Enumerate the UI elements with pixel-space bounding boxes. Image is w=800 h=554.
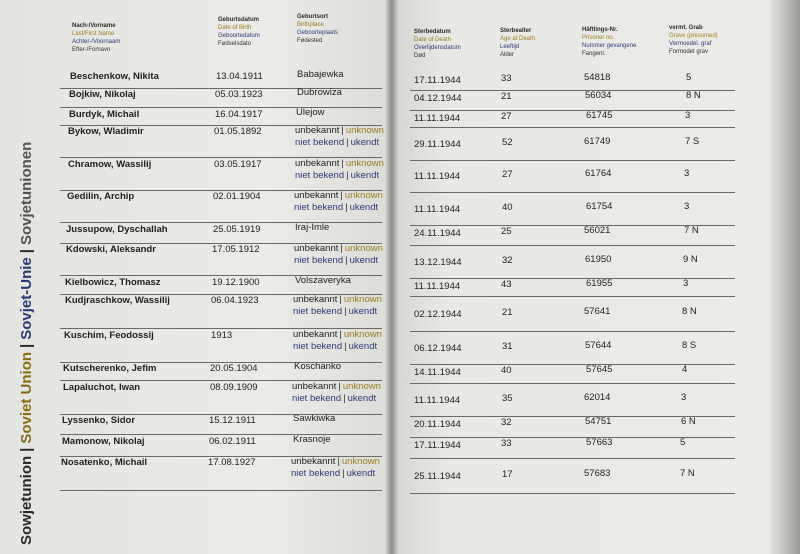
age-at-death: 33 [501,438,512,449]
prisoner-number: 61955 [586,278,613,289]
unknown-separator: | [342,468,345,479]
grave-location: 3 [685,110,691,121]
table-row [0,190,800,223]
person-name: Mamonow, Nikolaj [62,436,145,447]
unknown-nl: niet bekend [291,468,341,479]
birth-date: 15.12.1911 [209,415,256,426]
unknown-nl-dk [294,255,383,267]
unknown-en: unknown [341,456,380,467]
grave-location: 8 N [686,90,701,101]
unknown-nl-dk [294,202,383,214]
table-row [0,88,800,108]
age-at-death: 40 [501,365,512,376]
birth-date: 17.08.1927 [208,457,256,468]
unknown-separator: | [341,125,344,136]
unknown-en: unknown [344,243,383,254]
grave-location: 5 [680,437,686,448]
grave-location: 7 S [685,136,700,147]
unknown-dk: ukendt [349,255,379,266]
birth-date: 03.05.1917 [214,159,262,170]
grave-location: 8 S [682,340,697,351]
person-name: Lyssenko, Sidor [62,415,136,426]
title-separator: | [18,447,35,452]
unknown-nl-dk [293,306,382,318]
birthplace-unknown [295,158,384,182]
prisoner-number: 57641 [584,306,611,317]
death-date: 02.12.1944 [414,309,462,320]
title-separator: | [18,343,35,348]
unknown-nl: niet bekend [293,306,343,317]
unknown-de-en [295,158,384,170]
unknown-separator: | [337,456,340,467]
birth-date: 13.04.1911 [216,71,263,82]
birthplace-unknown [293,329,382,353]
unknown-en: unknown [342,381,381,392]
birth-date: 17.05.1912 [212,244,260,255]
unknown-separator: | [340,190,343,201]
grave-location: 3 [681,392,687,403]
age-at-death: 21 [502,307,513,318]
prisoner-number: 54818 [584,72,611,83]
person-name: Kutscherenko, Jefim [63,363,157,374]
prisoner-number: 61950 [585,254,612,265]
birthplace: Iraj-Imle [295,222,330,233]
title-danish: Sovjetunionen [18,141,35,246]
person-name: Beschenkow, Nikita [70,71,159,82]
age-at-death: 33 [501,73,512,84]
death-date: 11.11.1944 [414,113,461,124]
age-at-death: 35 [502,393,513,404]
unknown-separator: | [346,170,349,181]
table-row [0,158,800,190]
unknown-de-en [293,294,382,306]
unknown-en: unknown [345,125,384,136]
age-at-death: 40 [502,202,513,213]
header-name: Nach-/Vorname Last/First Name Achter-/Voornaam Efter-/Fornavn [72,23,121,53]
prisoner-number: 57645 [586,364,613,375]
birthplace: Volszaveryka [295,275,351,286]
unknown-dk: ukendt [350,137,380,148]
death-date: 17.11.1944 [414,440,461,451]
header-birth-place: Geburtsort Birthplace Geboorteplaats Fødested [297,14,339,44]
prisoner-number: 57663 [586,437,613,448]
birth-date: 06.02.1911 [209,436,256,447]
unknown-nl-dk [292,393,381,405]
person-name: Jussupow, Dyschallah [66,224,168,235]
age-at-death: 52 [502,137,513,148]
birth-date: 05.03.1923 [215,89,263,100]
unknown-separator: | [344,341,347,352]
title-english: Soviet Union [18,351,35,444]
age-at-death: 32 [501,417,512,428]
unknown-en: unknown [343,329,382,340]
table-row [0,243,800,276]
table-row [0,381,800,414]
unknown-nl-dk [295,170,384,182]
prisoner-number: 57683 [584,468,611,479]
birthplace-unknown [293,294,382,318]
title-dutch: Sovjet-Unie [18,257,35,340]
birthplace: Koschanko [294,361,342,372]
age-at-death: 17 [502,469,513,480]
age-at-death: 27 [501,111,512,122]
age-at-death: 21 [501,91,512,102]
grave-location: 3 [683,278,689,289]
unknown-separator: | [340,243,343,254]
prisoner-number: 54751 [585,416,612,427]
death-date: 24.11.1944 [414,228,461,239]
header-death-date: Sterbedatum Date of Death Overlijdensdatum Død [414,29,461,59]
table-row [0,223,800,243]
birth-date: 1913 [211,330,233,341]
header-grave: vermt. Grab Grave (presumed) Vermoedel. graf Formodet grav [669,25,718,55]
unknown-dk: ukendt [347,393,377,404]
death-date: 04.12.1944 [414,93,462,104]
death-date: 06.12.1944 [414,343,462,354]
unknown-nl-dk [291,468,380,480]
table-row [0,294,800,329]
unknown-de: unbekannt [294,190,339,201]
death-date: 14.11.1944 [414,367,461,378]
unknown-de-en [291,456,380,468]
row-rule-left [60,490,382,491]
age-at-death: 25 [501,226,512,237]
person-name: Kudjraschkow, Wassilij [65,295,170,306]
unknown-nl-dk [293,341,382,353]
person-name: Nosatenko, Michail [61,457,148,468]
table-row [0,329,800,362]
birthplace-unknown [294,243,383,267]
unknown-nl: niet bekend [295,137,345,148]
unknown-dk: ukendt [348,306,378,317]
unknown-de-en [295,125,384,137]
grave-location: 4 [682,364,688,375]
person-name: Kielbowicz, Thomasz [65,277,161,288]
age-at-death: 31 [502,341,513,352]
person-name: Lapaluchot, Iwan [63,382,141,393]
unknown-separator: | [343,393,346,404]
unknown-nl: niet bekend [292,393,342,404]
birth-date: 16.04.1917 [215,109,263,120]
table-row [0,362,800,381]
birth-date: 08.09.1909 [210,382,258,393]
person-name: Burdyk, Michail [69,109,140,120]
unknown-de-en [294,243,383,255]
unknown-separator: | [339,294,342,305]
death-date: 17.11.1944 [414,75,461,86]
table-row [0,435,800,456]
birthplace: Babajewka [297,69,344,80]
birth-date: 02.01.1904 [213,191,261,202]
birth-date: 25.05.1919 [213,224,261,235]
birth-date: 01.05.1892 [214,126,262,137]
unknown-separator: | [339,329,342,340]
grave-location: 7 N [680,468,695,479]
death-date: 25.11.1944 [414,471,461,482]
unknown-en: unknown [343,294,382,305]
row-rule-right [410,493,735,494]
header-age: Sterbealter Age at Death Leeftijd Alder [500,28,536,58]
unknown-nl: niet bekend [293,341,343,352]
unknown-dk: ukendt [350,170,380,181]
header-birth-date: Geburtsdatum Date of Birth Geboortedatum Fødselsdato [218,17,260,47]
table-row [0,70,800,88]
death-date: 11.11.1944 [414,395,461,406]
unknown-separator: | [345,202,348,213]
death-date: 11.11.1944 [414,171,461,182]
unknown-nl-dk [295,137,384,149]
birthplace-unknown [295,125,384,149]
person-name: Bykow, Wladimir [68,126,144,137]
death-date: 20.11.1944 [414,419,461,430]
prisoner-number: 62014 [584,392,611,403]
person-name: Gedilin, Archip [67,191,135,202]
prisoner-number: 61745 [586,110,613,121]
table-row [0,456,800,491]
title-german: Sowjetunion [18,455,35,545]
unknown-de-en [293,329,382,341]
grave-location: 8 N [682,306,697,317]
person-name: Chramow, Wassilij [68,159,152,170]
person-name: Bojkiw, Nikolaj [69,89,136,100]
grave-location: 7 N [684,225,699,236]
unknown-de: unbekannt [294,243,339,254]
grave-location: 5 [686,72,692,83]
prisoner-number: 56021 [584,225,611,236]
unknown-nl: niet bekend [295,170,345,181]
birth-date: 19.12.1900 [212,277,260,288]
unknown-nl: niet bekend [294,255,344,266]
unknown-de-en [294,190,383,202]
grave-location: 3 [684,201,690,212]
unknown-separator: | [341,158,344,169]
grave-location: 6 N [681,416,696,427]
unknown-separator: | [346,137,349,148]
age-at-death: 27 [502,169,513,180]
unknown-de-en [292,381,381,393]
person-name: Kuschim, Feodossij [64,330,154,341]
unknown-de: unbekannt [291,456,336,467]
birthplace: Ulejow [296,107,325,118]
grave-location: 3 [684,168,690,179]
birthplace: Sawkiwka [293,413,336,424]
unknown-de: unbekannt [293,329,338,340]
table-row [0,125,800,158]
birthplace: Krasnoje [293,434,331,445]
birthplace-unknown [294,190,383,214]
age-at-death: 32 [502,255,513,266]
prisoner-number: 57644 [585,340,612,351]
death-date: 11.11.1944 [414,281,461,292]
death-date: 29.11.1944 [414,139,461,150]
birthplace-unknown [292,381,381,405]
birthplace: Dubrowiza [297,87,342,98]
prisoner-number: 61749 [584,136,611,147]
age-at-death: 43 [501,279,512,290]
unknown-dk: ukendt [349,202,379,213]
table-row [0,414,800,435]
unknown-separator: | [345,255,348,266]
birth-date: 06.04.1923 [211,295,259,306]
unknown-dk: ukendt [346,468,376,479]
header-prisoner-no: Häftlings-Nr. Prisoner no. Nummer gevangene Fangenr. [582,27,637,57]
unknown-nl: niet bekend [294,202,344,213]
birth-date: 20.05.1904 [210,363,258,374]
birthplace-unknown [291,456,380,480]
table-row [0,108,800,125]
title-separator: | [18,249,35,254]
grave-location: 9 N [683,254,698,265]
unknown-separator: | [344,306,347,317]
prisoner-number: 61764 [585,168,612,179]
unknown-de: unbekannt [295,125,340,136]
death-date: 13.12.1944 [414,257,462,268]
unknown-de: unbekannt [295,158,340,169]
person-name: Kdowski, Aleksandr [66,244,156,255]
prisoner-number: 61754 [586,201,613,212]
unknown-de: unbekannt [293,294,338,305]
unknown-en: unknown [344,190,383,201]
death-date: 11.11.1944 [414,204,461,215]
unknown-separator: | [338,381,341,392]
unknown-en: unknown [345,158,384,169]
unknown-de: unbekannt [292,381,337,392]
table-row [0,276,800,294]
unknown-dk: ukendt [348,341,378,352]
prisoner-number: 56034 [585,90,612,101]
